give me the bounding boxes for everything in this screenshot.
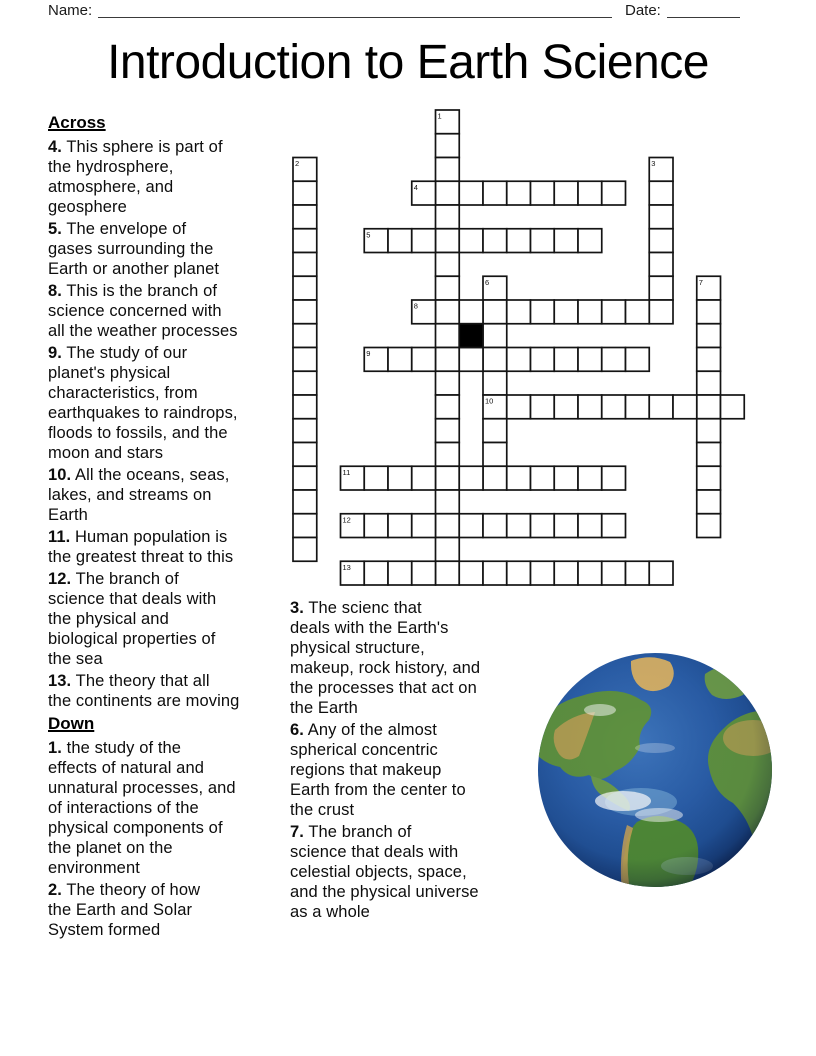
date-label: Date:	[625, 2, 661, 19]
date-blank-line[interactable]	[667, 17, 740, 18]
cell-number-9: 9	[366, 349, 371, 358]
grid-cell[interactable]	[649, 276, 673, 300]
clue-line: the greatest threat to this	[48, 548, 234, 566]
grid-cell[interactable]	[531, 466, 555, 490]
clue-line: planet's physical	[48, 364, 171, 382]
grid-cell[interactable]	[293, 538, 317, 562]
grid-cell[interactable]	[293, 395, 317, 419]
grid-cell[interactable]	[483, 229, 507, 253]
grid-cell[interactable]	[293, 348, 317, 372]
clue-line: science that deals with	[290, 843, 459, 861]
clue-line: 7. The branch of	[290, 823, 412, 841]
grid-cell[interactable]	[293, 300, 317, 324]
clue-across-8	[48, 281, 302, 341]
clue-line: 4. This sphere is part of	[48, 138, 223, 156]
grid-cell[interactable]	[412, 561, 436, 585]
clue-line: the physical and	[48, 610, 169, 628]
clue-down-6	[290, 720, 544, 820]
clue-line: spherical concentric	[290, 741, 438, 759]
grid-cell[interactable]	[649, 181, 673, 205]
clue-line: physical components of	[48, 819, 223, 837]
clue-line: science that deals with	[48, 590, 217, 608]
grid-cell[interactable]	[507, 229, 531, 253]
grid-cell[interactable]	[436, 229, 460, 253]
clue-line: the processes that act on	[290, 679, 477, 697]
grid-cell[interactable]	[459, 300, 483, 324]
down-clue-list	[48, 738, 302, 940]
grid-cell[interactable]	[531, 395, 555, 419]
grid-cell[interactable]	[649, 229, 673, 253]
grid-cell[interactable]	[459, 181, 483, 205]
clue-across-11	[48, 527, 302, 567]
grid-cell[interactable]	[626, 395, 650, 419]
grid-cell[interactable]	[531, 348, 555, 372]
clue-line: celestial objects, space,	[290, 863, 467, 881]
grid-cell[interactable]	[459, 229, 483, 253]
clue-line: characteristics, from	[48, 384, 198, 402]
clue-line: all the weather processes	[48, 322, 238, 340]
grid-cell[interactable]	[293, 205, 317, 229]
grid-cell[interactable]	[649, 300, 673, 324]
clue-line: effects of natural and	[48, 759, 205, 777]
grid-cell[interactable]	[649, 395, 673, 419]
grid-cell[interactable]	[697, 466, 721, 490]
grid-cell[interactable]	[459, 466, 483, 490]
grid-cell[interactable]	[436, 371, 460, 395]
grid-cell[interactable]	[697, 371, 721, 395]
clue-line: and the physical universe	[290, 883, 479, 901]
grid-cell[interactable]	[578, 181, 602, 205]
grid-cell[interactable]	[507, 466, 531, 490]
grid-cell[interactable]	[578, 466, 602, 490]
grid-cell[interactable]	[649, 253, 673, 277]
clue-line: as a whole	[290, 903, 370, 921]
grid-cell[interactable]	[436, 276, 460, 300]
globe-shading	[538, 653, 772, 887]
grid-cell[interactable]	[697, 419, 721, 443]
grid-cell[interactable]	[507, 300, 531, 324]
grid-cell[interactable]	[293, 490, 317, 514]
cell-number-2: 2	[295, 159, 300, 168]
name-label: Name:	[48, 2, 93, 19]
grid-cell[interactable]	[578, 300, 602, 324]
clue-across-5	[48, 219, 302, 279]
grid-cell[interactable]	[554, 514, 578, 538]
grid-cell[interactable]	[436, 134, 460, 158]
cell-number-11: 11	[342, 467, 351, 477]
grid-cell[interactable]	[483, 561, 507, 585]
grid-cell[interactable]	[626, 561, 650, 585]
cell-number-7: 7	[698, 277, 703, 287]
grid-cell[interactable]	[293, 229, 317, 253]
grid-cell[interactable]	[436, 538, 460, 562]
grid-cell[interactable]	[293, 466, 317, 490]
grid-cell[interactable]	[293, 419, 317, 443]
across-clue-list	[48, 137, 302, 711]
grid-cell[interactable]	[602, 348, 626, 372]
clue-line: regions that makeup	[290, 761, 442, 779]
clue-down-7	[290, 822, 544, 922]
clue-line: physical structure,	[290, 639, 425, 657]
clue-line: 3. The scienc that	[290, 599, 422, 617]
clue-line: makeup, rock history, and	[290, 659, 481, 677]
grid-cell[interactable]	[697, 514, 721, 538]
grid-cell[interactable]	[554, 229, 578, 253]
down-header: Down	[48, 714, 95, 733]
grid-cell[interactable]	[697, 348, 721, 372]
clue-line: atmosphere, and	[48, 178, 174, 196]
grid-cell[interactable]	[483, 300, 507, 324]
grid-cell[interactable]	[483, 419, 507, 443]
grid-cell[interactable]	[554, 561, 578, 585]
grid-cell[interactable]	[602, 514, 626, 538]
grid-cell[interactable]	[436, 395, 460, 419]
grid-cell[interactable]	[602, 181, 626, 205]
cell-number-5: 5	[366, 230, 371, 240]
grid-cell[interactable]	[388, 229, 412, 253]
clue-line: the hydrosphere,	[48, 158, 174, 176]
grid-cell[interactable]	[459, 514, 483, 538]
clue-line: Earth from the center to	[290, 781, 466, 799]
across-header: Across	[48, 113, 106, 132]
grid-cell[interactable]	[388, 348, 412, 372]
grid-cell[interactable]	[483, 348, 507, 372]
cell-number-6: 6	[485, 277, 490, 287]
grid-cell[interactable]	[436, 514, 460, 538]
clue-across-12	[48, 569, 302, 669]
grid-cell[interactable]	[436, 253, 460, 277]
grid-cell[interactable]	[554, 181, 578, 205]
grid-cell[interactable]	[364, 466, 388, 490]
clue-across-10	[48, 465, 302, 525]
grid-cell[interactable]	[554, 300, 578, 324]
down-clue-list-continued	[290, 598, 544, 922]
grid-cell[interactable]	[364, 561, 388, 585]
clue-line: the crust	[290, 801, 355, 819]
grid-cell[interactable]	[436, 443, 460, 467]
grid-cell[interactable]	[673, 395, 697, 419]
grid-cell[interactable]	[436, 181, 460, 205]
grid-cell[interactable]	[721, 395, 745, 419]
grid-cell[interactable]	[459, 348, 483, 372]
grid-cell[interactable]	[554, 395, 578, 419]
grid-cell[interactable]	[531, 181, 555, 205]
clue-across-4	[48, 137, 302, 217]
grid-cell[interactable]	[697, 443, 721, 467]
grid-cell[interactable]	[507, 514, 531, 538]
clue-line: of interactions of the	[48, 799, 199, 817]
clue-line: science concerned with	[48, 302, 222, 320]
clue-line: System formed	[48, 921, 161, 939]
grid-cell[interactable]	[293, 371, 317, 395]
grid-cell[interactable]	[578, 229, 602, 253]
grid-cell[interactable]	[388, 561, 412, 585]
grid-cell[interactable]	[293, 276, 317, 300]
clue-line: lakes, and streams on	[48, 486, 212, 504]
clue-line: 10. All the oceans, seas,	[48, 466, 230, 484]
grid-cell[interactable]	[626, 348, 650, 372]
grid-cell[interactable]	[412, 229, 436, 253]
grid-cell[interactable]	[602, 466, 626, 490]
clue-line: geosphere	[48, 198, 127, 216]
clue-line: the sea	[48, 650, 103, 668]
grid-cell[interactable]	[697, 490, 721, 514]
crossword-grid	[291, 108, 746, 587]
cell-number-13: 13	[342, 562, 351, 572]
grid-cell[interactable]	[507, 395, 531, 419]
clue-line: 11. Human population is	[48, 528, 228, 546]
clue-line: earthquakes to raindrops,	[48, 404, 238, 422]
grid-cell[interactable]	[436, 158, 460, 182]
grid-cell[interactable]	[293, 181, 317, 205]
cell-number-12: 12	[342, 515, 351, 525]
clue-line: the Earth and Solar	[48, 901, 193, 919]
grid-cell[interactable]	[483, 443, 507, 467]
grid-cell[interactable]	[436, 348, 460, 372]
grid-cell[interactable]	[697, 395, 721, 419]
clue-line: the planet on the	[48, 839, 173, 857]
grid-cell[interactable]	[436, 490, 460, 514]
clue-line: 5. The envelope of	[48, 220, 187, 238]
grid-cell[interactable]	[364, 514, 388, 538]
grid-cell[interactable]	[436, 205, 460, 229]
clue-line: unnatural processes, and	[48, 779, 236, 797]
grid-cell[interactable]	[412, 348, 436, 372]
cell-number-10: 10	[485, 396, 494, 406]
grid-cell[interactable]	[578, 348, 602, 372]
clue-line: biological properties of	[48, 630, 216, 648]
grid-cell[interactable]	[436, 300, 460, 324]
cell-number-3: 3	[651, 159, 656, 168]
grid-cell[interactable]	[293, 324, 317, 348]
grid-cell[interactable]	[531, 229, 555, 253]
grid-cell[interactable]	[459, 561, 483, 585]
grid-cell[interactable]	[436, 419, 460, 443]
grid-cell[interactable]	[554, 466, 578, 490]
grid-cell[interactable]	[602, 300, 626, 324]
grid-cell[interactable]	[436, 324, 460, 348]
grid-cell[interactable]	[578, 395, 602, 419]
grid-cell[interactable]	[578, 514, 602, 538]
grid-cell[interactable]	[412, 466, 436, 490]
clue-across-13	[48, 671, 302, 711]
grid-cell[interactable]	[483, 181, 507, 205]
cell-number-8: 8	[413, 301, 418, 311]
grid-cell[interactable]	[412, 514, 436, 538]
grid-cell[interactable]	[293, 514, 317, 538]
clue-line: moon and stars	[48, 444, 164, 462]
grid-cell[interactable]	[507, 561, 531, 585]
grid-cell[interactable]	[602, 561, 626, 585]
grid-cell[interactable]	[578, 561, 602, 585]
grid-cell[interactable]	[697, 300, 721, 324]
clue-down-2	[48, 880, 302, 940]
cell-number-4: 4	[413, 182, 418, 192]
grid-cell[interactable]	[388, 466, 412, 490]
grid-cell[interactable]	[483, 371, 507, 395]
page-title: Introduction to Earth Science	[107, 36, 709, 89]
grid-cell[interactable]	[697, 324, 721, 348]
grid-cell[interactable]	[649, 205, 673, 229]
clue-line: floods to fossils, and the	[48, 424, 228, 442]
grid-cell[interactable]	[293, 253, 317, 277]
clue-across-9	[48, 343, 302, 463]
grid-cell[interactable]	[483, 514, 507, 538]
grid-cell[interactable]	[293, 443, 317, 467]
clue-line: 6. Any of the almost	[290, 721, 437, 739]
grid-cell[interactable]	[554, 348, 578, 372]
clue-line: 8. This is the branch of	[48, 282, 218, 300]
earth-globe-image	[537, 652, 773, 888]
clue-line: deals with the Earth's	[290, 619, 449, 637]
clue-column-right	[290, 598, 544, 924]
grid-cell[interactable]	[531, 300, 555, 324]
grid-cell[interactable]	[436, 561, 460, 585]
clue-line: 1. the study of the	[48, 739, 182, 757]
clue-line: the continents are moving	[48, 692, 240, 710]
clue-line: 12. The branch of	[48, 570, 179, 588]
grid-cell[interactable]	[388, 514, 412, 538]
clue-down-1	[48, 738, 302, 878]
clue-line: environment	[48, 859, 140, 877]
black-cell	[459, 324, 483, 348]
grid-cell[interactable]	[507, 348, 531, 372]
clue-line: the Earth	[290, 699, 358, 717]
clue-line: gases surrounding the	[48, 240, 214, 258]
grid-cell[interactable]	[531, 514, 555, 538]
grid-cell[interactable]	[531, 561, 555, 585]
grid-cell[interactable]	[483, 324, 507, 348]
clue-down-3	[290, 598, 544, 718]
clue-line: Earth	[48, 506, 88, 524]
clue-line: 9. The study of our	[48, 344, 188, 362]
grid-cell[interactable]	[436, 466, 460, 490]
clue-line: Earth or another planet	[48, 260, 220, 278]
grid-cell[interactable]	[626, 300, 650, 324]
cell-number-1: 1	[437, 111, 442, 121]
clue-line: 2. The theory of how	[48, 881, 201, 899]
name-blank-line[interactable]	[98, 17, 612, 18]
clue-column-left	[48, 112, 302, 942]
grid-cell[interactable]	[602, 395, 626, 419]
grid-cell[interactable]	[507, 181, 531, 205]
clue-line: 13. The theory that all	[48, 672, 210, 690]
grid-cell[interactable]	[483, 466, 507, 490]
grid-cell[interactable]	[649, 561, 673, 585]
